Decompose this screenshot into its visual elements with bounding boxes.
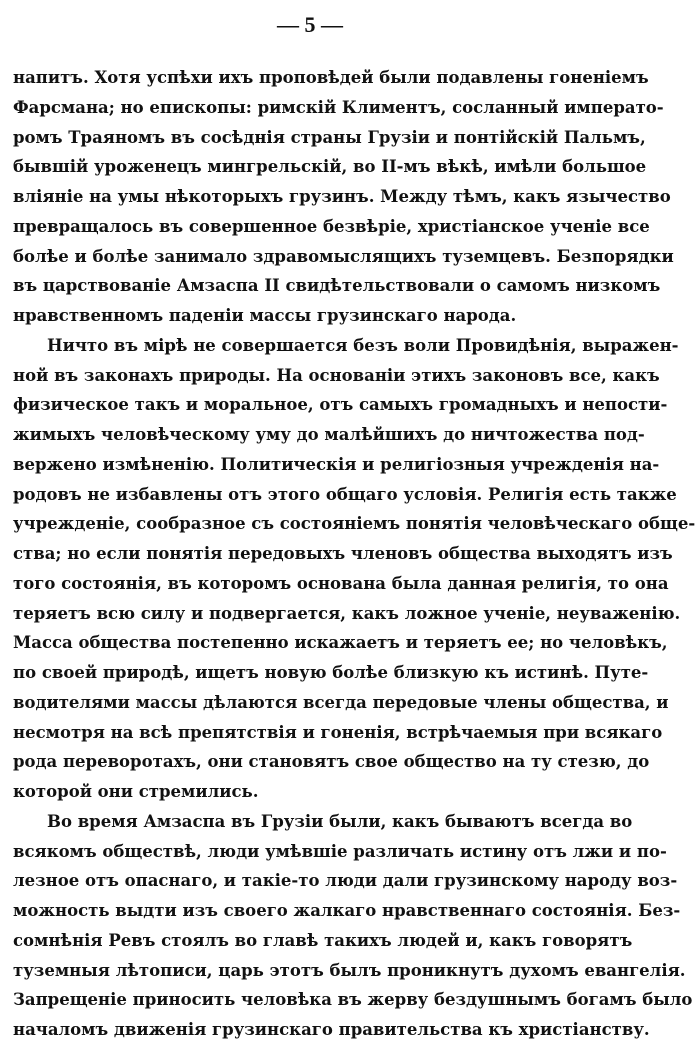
text-line: вержено измѣненію. Политическія и религіозныя учрежденія на- [13, 454, 660, 474]
text-line: лезное отъ опаснаго, и такіе-то люди дали грузинскому народу воз- [13, 871, 678, 891]
text-line: нравственномъ паденіи массы грузинскаго народа. [13, 306, 517, 325]
text-line: ромъ Траяномъ въ сосѣднія страны Грузіи и понтійскій Пальмъ, [13, 127, 646, 147]
text-line: рода переворотахъ, они становятъ свое общество на ту стезю, до [13, 752, 650, 772]
text-line: по своей природѣ, ищетъ новую болѣе близкую къ истинѣ. Путе- [13, 663, 649, 682]
text-line: Запрещеніе приносить человѣка въ жерву бездушнымъ богамъ было [13, 990, 693, 1010]
text-line: напитъ. Хотя успѣхи ихъ проповѣдей были подавлены гоненіемъ [13, 68, 649, 87]
text-line: Во время Амзаспа въ Грузіи были, какъ бываютъ всегда во [47, 811, 633, 831]
text-line: того состоянія, въ которомъ основана была данная религія, то она [13, 573, 669, 593]
text-line: сомнѣнія Ревъ стоялъ во главѣ такихъ людей и, какъ говорятъ [13, 930, 633, 950]
body-text [13, 63, 695, 1045]
text-line: ной въ законахъ природы. На основаніи этихъ законовъ все, какъ [13, 365, 660, 385]
text-line: Ничто въ мірѣ не совершается безъ воли Провидѣнія, выражен- [47, 335, 679, 355]
text-line: родовъ не избавлены отъ этого общаго условія. Религія есть также [13, 484, 677, 504]
text-line: можность выдти изъ своего жалкаго нравственнаго состоянія. Без- [13, 901, 681, 920]
text-line: всякомъ обществѣ, люди умѣвшіе различать истину отъ лжи и по- [13, 841, 667, 861]
text-line: началомъ движенія грузинскаго правительства къ христіанству. [13, 1020, 650, 1039]
text-line: туземныя лѣтописи, царь этотъ былъ проникнутъ духомъ евангелія. [13, 960, 686, 980]
text-line: Фарсмана; но епископы: римскій Климентъ, сосланный императо- [13, 97, 664, 117]
text-line: физическое такъ и моральное, отъ самыхъ громадныхъ и непости- [13, 395, 668, 415]
text-line: теряетъ всю силу и подвергается, какъ ложное ученіе, неуваженію. [13, 603, 681, 623]
text-line: болѣе и болѣе занимало здравомыслящихъ туземцевъ. Безпорядки [13, 246, 674, 266]
text-line: несмотря на всѣ препятствія и гоненія, встрѣчаемыя при всякаго [13, 722, 663, 742]
text-line: въ царствованіе Амзаспа II свидѣтельствовали о самомъ низкомъ [13, 276, 661, 296]
text-line: водителями массы дѣлаются всегда передовые члены общества, и [13, 692, 669, 712]
text-line: превращалось въ совершенное безвѣріе, христіанское ученіе все [13, 216, 650, 236]
page-number-header: — 5 — [277, 12, 343, 37]
text-line: бывшій уроженецъ мингрельскій, во II-мъ вѣкѣ, имѣли большое [13, 157, 647, 177]
text-line: Масса общества постепенно искажаетъ и теряетъ ее; но человѣкъ, [13, 633, 668, 653]
text-line: которой они стремились. [13, 782, 259, 801]
text-line: жимыхъ человѣческому уму до малѣйшихъ до ничтожества под- [13, 425, 645, 444]
text-line: вліяніе на умы нѣкоторыхъ грузинъ. Между тѣмъ, какъ язычество [13, 187, 671, 206]
text-line: учрежденіе, сообразное съ состояніемъ понятія человѣческаго обще- [13, 514, 695, 534]
text-line: ства; но если понятія передовыхъ членовъ общества выходятъ изъ [13, 544, 673, 563]
